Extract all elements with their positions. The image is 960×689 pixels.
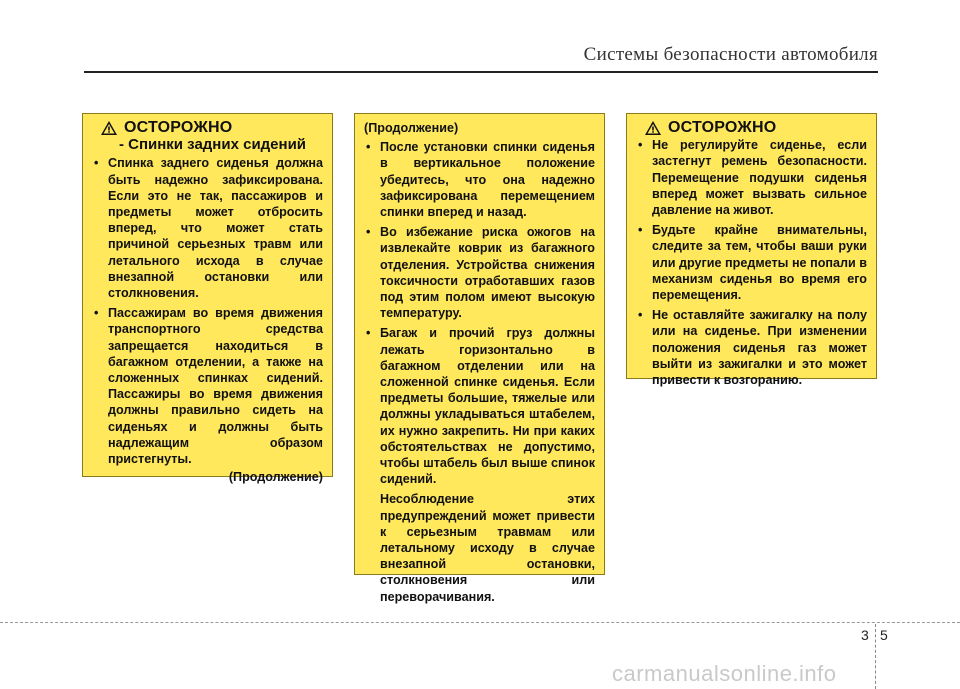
- list-item: • Пассажирам во время движения транспортного средства запрещается находиться в багажном отделении, а также на сложенных спинках сидений. Пассажиры во время движения должны правильно сидеть на сиденьях и должны быть надлежащим образом пристегнуты.: [92, 305, 323, 467]
- header-divider: [84, 71, 878, 73]
- page-divider: [875, 624, 877, 689]
- list-item: • Багаж и прочий груз должны лежать горизонтально в багажном отделении или на сложенной спинке сиденья. Если предметы большие, тяжелые или должны укладываться штабелем, их нужно закрепить. Ни при каких обстоятельствах не допустимо, чтобы штабель был выше спинок сидений.: [364, 325, 595, 487]
- chapter-number: 3: [861, 627, 869, 643]
- section-title: Системы безопасности автомобиля: [583, 44, 878, 65]
- warning-box-seat-adjust: [626, 113, 877, 388]
- warning-box-rear-seatbacks: [82, 113, 333, 485]
- list-item: • Будьте крайне внимательны, следите за тем, чтобы ваши руки или другие предметы не попали в механизм сиденья во время его перемещения.: [636, 222, 867, 303]
- warning-title: ОСТОРОЖНО: [124, 119, 233, 136]
- warning-header: [644, 120, 867, 136]
- continued-label: (Продолжение): [364, 121, 459, 135]
- continued-label: (Продолжение): [228, 470, 323, 485]
- warning-subtitle: - Спинки задних сидений: [118, 136, 307, 154]
- list-item: • Не регулируйте сиденье, если застегнут ремень безопасности. Перемещение подушки сиденья вперед может вызвать сильное давление на живот.: [636, 137, 867, 218]
- warning-box-continued: [354, 113, 605, 604]
- warning-title: ОСТОРОЖНО: [668, 119, 777, 136]
- list-item: • Во избежание риска ожогов на извлекайте коврик из багажного отделения. Устройства снижения токсичности отработавших газов под этим полом имеют высокую температуру.: [364, 224, 595, 321]
- page-number: 5: [880, 627, 888, 643]
- watermark: carmanualsonline.info: [612, 661, 837, 686]
- warning-triangle-icon: [644, 120, 662, 136]
- warning-header: [100, 120, 323, 136]
- list-item: • Не оставляйте зажигалку на полу или на сиденье. При изменении положения сиденья газ может выйти из зажигалки и это может привести к возгоранию.: [636, 307, 867, 388]
- list-item: • После установки спинки сиденья в вертикальное положение убедитесь, что она надежно зафиксирована перемещением спинки вперед и назад.: [364, 139, 595, 220]
- footer-divider: [0, 622, 960, 623]
- list-item: • Спинка заднего сиденья должна быть надежно зафиксирована. Если это не так, пассажиров и предметы может отбросить вперед, что может стать причиной серьезных травм или летального исхода в случае внезапной остановки или столкновения.: [92, 155, 323, 301]
- closing-paragraph: Несоблюдение этих предупреждений может привести к серьезным травмам или летальному исходу в случае внезапной остановки, столкновения или переворачивания.: [380, 492, 595, 604]
- warning-triangle-icon: [100, 120, 118, 136]
